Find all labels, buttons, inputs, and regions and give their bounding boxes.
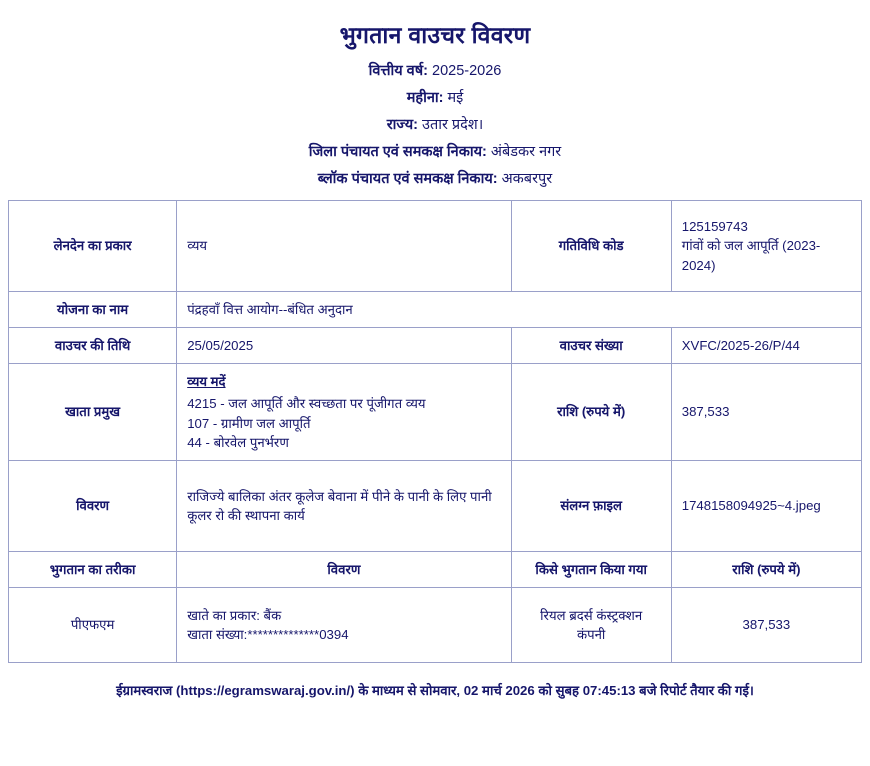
activity-code-value <box>671 201 861 292</box>
account-head-line-1: 4215 - जल आपूर्ति और स्वच्छता पर पूंजीगत व्यय <box>187 396 426 412</box>
description-label: विवरण <box>9 460 177 551</box>
voucher-number-value: XVFC/2025-26/P/44 <box>671 328 861 364</box>
payee-value <box>511 587 671 662</box>
payment-mode-value: पीएफएम <box>9 587 177 662</box>
report-generation-footer: ईग्रामस्वराज (https://egramswaraj.gov.in/) के माध्यम से सोमवार, 02 मार्च 2026 को सुबह 07:45:13 बजे रिपोर्ट तैयार की गई। <box>116 682 754 698</box>
header-state-label: राज्य: <box>386 117 418 133</box>
payee-line-2: कंपनी <box>576 626 606 642</box>
header-district-panchayat-value: अंबेडकर नगर <box>490 144 562 160</box>
voucher-details-table <box>8 200 862 663</box>
payment-detail-header: विवरण <box>177 551 511 587</box>
header-state <box>8 114 862 134</box>
scheme-name-label: योजना का नाम <box>9 292 177 328</box>
header-financial-year <box>8 60 862 80</box>
payment-table-header-row <box>9 551 862 587</box>
payment-mode-header: भुगतान का तरीका <box>9 551 177 587</box>
account-head-value <box>177 364 511 461</box>
header-month-value: मई <box>447 90 464 106</box>
header-month-label: महीना: <box>406 90 444 106</box>
activity-code-description: गांवों को जल आपूर्ति (2023-2024) <box>681 238 821 273</box>
payment-detail-value <box>177 587 511 662</box>
payee-line-1: रियल ब्रदर्स कंस्ट्रक्शन <box>540 607 643 623</box>
description-value: राजिज्ये बालिका अंतर कूलेज बेवाना में पीने के पानी के लिए पानी कूलर रो की स्थापना कार्य <box>177 460 511 551</box>
header-block-panchayat-value: अकबरपुर <box>501 171 553 187</box>
amount-value: 387,533 <box>671 364 861 461</box>
header-block-panchayat-label: ब्लॉक पंचायत एवं समकक्ष निकाय: <box>317 171 498 187</box>
attached-file-value[interactable]: 1748158094925~4.jpeg <box>671 460 861 551</box>
header-financial-year-value: 2025-2026 <box>432 63 502 79</box>
attached-file-label: संलग्न फ़ाइल <box>511 460 671 551</box>
account-type-line: खाते का प्रकार: बैंक <box>187 607 282 623</box>
transaction-type-label: लेनदेन का प्रकार <box>9 201 177 292</box>
payment-amount-header: राशि (रुपये में) <box>671 551 861 587</box>
table-row-voucher-date <box>9 328 862 364</box>
payment-amount-value: 387,533 <box>671 587 861 662</box>
activity-code-label: गतिविधि कोड <box>511 201 671 292</box>
table-row-description <box>9 460 862 551</box>
transaction-type-value: व्यय <box>177 201 511 292</box>
account-head-title: व्यय मदें <box>187 374 226 390</box>
table-row-scheme-name <box>9 292 862 328</box>
amount-label: राशि (रुपये में) <box>511 364 671 461</box>
header-month <box>8 87 862 107</box>
header-financial-year-label: वित्तीय वर्ष: <box>368 63 428 79</box>
payee-header: किसे भुगतान किया गया <box>511 551 671 587</box>
header-block-panchayat <box>8 168 862 188</box>
header-state-value: उतार प्रदेश। <box>422 117 484 133</box>
account-number-line: खाता संख्या:**************0394 <box>187 626 349 642</box>
voucher-number-label: वाउचर संख्या <box>511 328 671 364</box>
table-row-account-head <box>9 364 862 461</box>
header-district-panchayat-label: जिला पंचायत एवं समकक्ष निकाय: <box>308 144 487 160</box>
account-head-line-3: 44 - बोरवेल पुनर्भरण <box>187 434 289 450</box>
table-row-transaction-type <box>9 201 862 292</box>
account-head-label: खाता प्रमुख <box>9 364 177 461</box>
activity-code-number: 125159743 <box>681 219 748 235</box>
voucher-date-label: वाउचर की तिथि <box>9 328 177 364</box>
page-title: भुगतान वाउचर विवरण <box>339 22 531 48</box>
header-district-panchayat <box>8 141 862 161</box>
voucher-date-value: 25/05/2025 <box>177 328 511 364</box>
scheme-name-value: पंद्रहवाँ वित्त आयोग--बंधित अनुदान <box>177 292 862 328</box>
account-head-line-2: 107 - ग्रामीण जल आपूर्ति <box>187 415 311 431</box>
payment-table-row <box>9 587 862 662</box>
